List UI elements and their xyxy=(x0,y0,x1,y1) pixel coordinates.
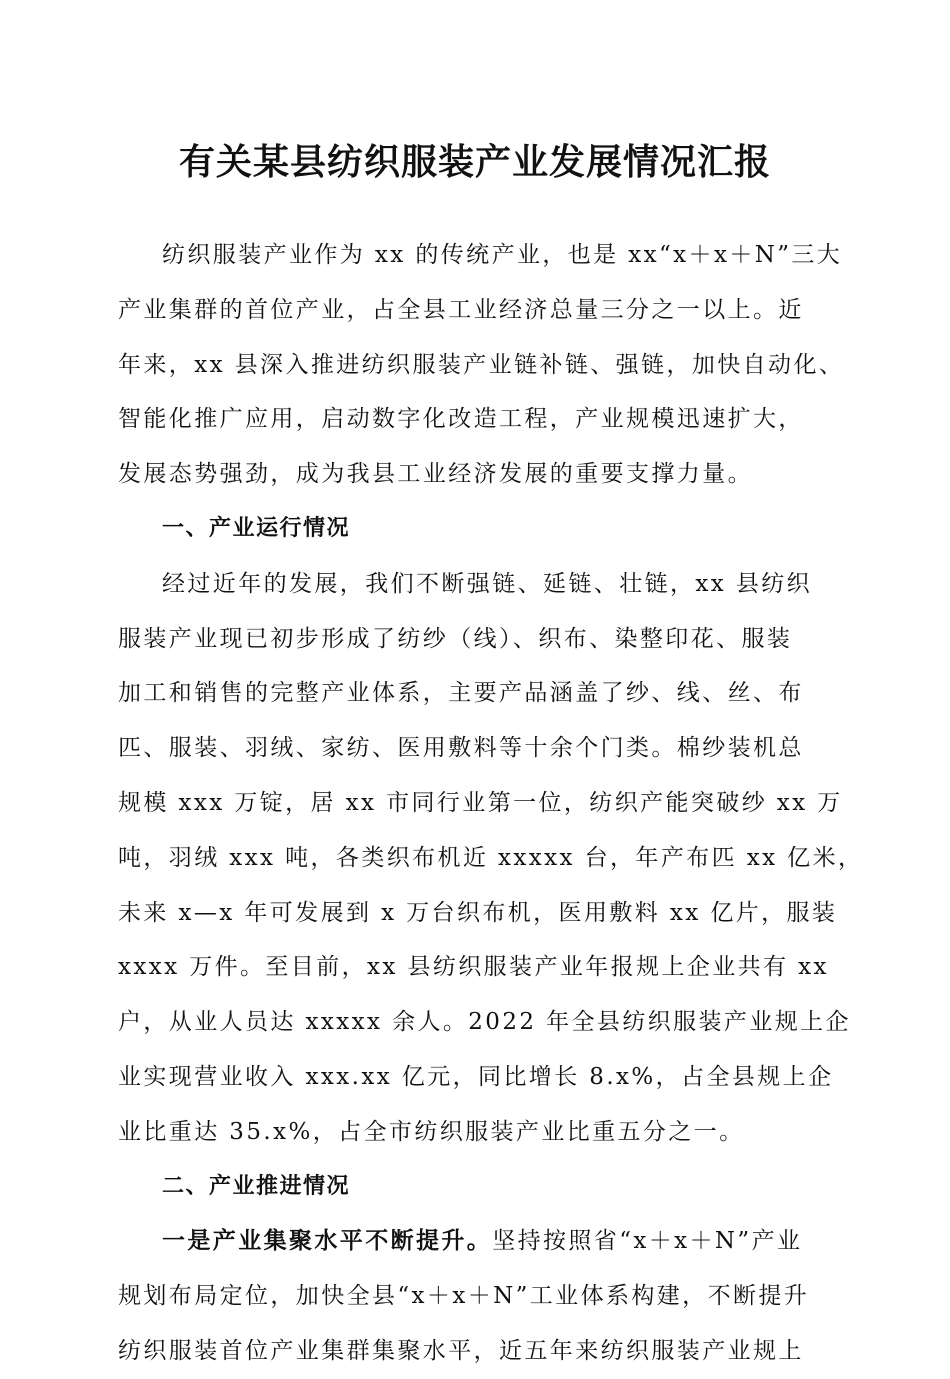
paragraph-2-line: xxxx 万件。至目前，xx 县纺织服装产业年报规上企业共有 xx xyxy=(118,954,829,981)
paragraph-2-line: 业实现营业收入 xxx.xx 亿元，同比增长 8.x%，占全县规上企 xyxy=(118,1063,834,1090)
paragraph-2-line: 未来 x—x 年可发展到 x 万台织布机，医用敷料 xx 亿片，服装 xyxy=(118,899,838,926)
paragraph-2-line: 户，从业人员达 xxxxx 余人。2022 年全县纺织服装产业规上企 xyxy=(118,1009,851,1036)
section-heading-1: 一、产业运行情况 xyxy=(162,515,351,541)
paragraph-3-lead-rest: 坚持按照省“x＋x＋N”产业 xyxy=(492,1228,803,1255)
paragraph-2-line: 加工和销售的完整产业体系，主要产品涵盖了纱、线、丝、布 xyxy=(118,680,804,707)
paragraph-1-line: 纺织服装产业作为 xx 的传统产业，也是 xx“x＋x＋N”三大 xyxy=(162,242,843,268)
paragraph-2-line: 规模 xxx 万锭，居 xx 市同行业第一位，纺织产能突破纱 xx 万 xyxy=(118,789,843,816)
paragraph-1-line: 智能化推广应用，启动数字化改造工程，产业规模迅速扩大， xyxy=(118,406,804,433)
paragraph-1-line: 发展态势强劲，成为我县工业经济发展的重要支撑力量。 xyxy=(118,461,753,488)
paragraph-2-line: 服装产业现已初步形成了纺纱（线）、织布、染整印花、服装 xyxy=(118,625,793,652)
paragraph-2-line: 业比重达 35.x%，占全市纺织服装产业比重五分之一。 xyxy=(118,1118,745,1145)
paragraph-2-line: 匹、服装、羽绒、家纺、医用敷料等十余个门类。棉纱装机总 xyxy=(118,735,804,762)
paragraph-2-line: 吨，羽绒 xxx 吨，各类织布机近 xxxxx 台，年产布匹 xx 亿米， xyxy=(118,844,864,871)
section-heading-2: 二、产业推进情况 xyxy=(162,1173,351,1199)
paragraph-3-line: 规划布局定位，加快全县“x＋x＋N”工业体系构建，不断提升 xyxy=(118,1283,810,1310)
paragraph-3-line: 纺织服装首位产业集群集聚水平，近五年来纺织服装产业规上 xyxy=(118,1337,804,1364)
document-title: 有关某县纺织服装产业发展情况汇报 xyxy=(178,141,771,183)
paragraph-1-line: 产业集群的首位产业，占全县工业经济总量三分之一以上。近 xyxy=(118,296,804,323)
paragraph-1-line: 年来，xx 县深入推进纺织服装产业链补链、强链，加快自动化、 xyxy=(118,351,845,378)
paragraph-2-line: 经过近年的发展，我们不断强链、延链、壮链，xx 县纺织 xyxy=(162,570,813,597)
paragraph-3-line xyxy=(118,1214,834,1269)
document-body xyxy=(118,228,864,1379)
paragraph-3-lead: 一是产业集聚水平不断提升。 xyxy=(162,1227,493,1255)
